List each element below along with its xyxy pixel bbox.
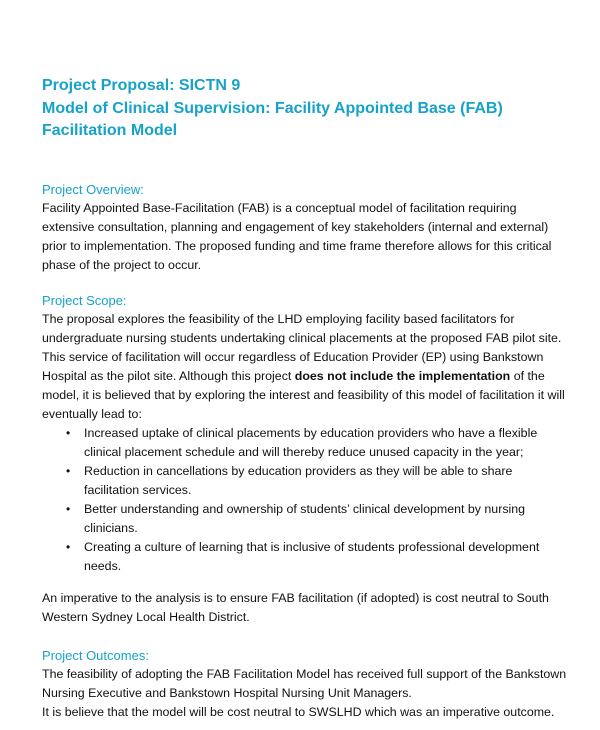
project-outcomes-heading: Project Outcomes: — [42, 648, 149, 663]
project-outcomes-text: The feasibility of adopting the FAB Facilitation Model has received full support of the Bankstown Nursing Executive and Bankstown Hospital Nursing Unit Managers. — [42, 667, 567, 700]
project-outcomes-section — [42, 646, 570, 722]
list-item-text: Increased uptake of clinical placements by education providers who have a flexible clinical placement schedule and will thereby reduce unused capacity in the year; — [84, 426, 538, 459]
bullet-icon: • — [66, 464, 71, 478]
document-subtitle: Model of Clinical Supervision: Facility Appointed Base (FAB) Facilitation Model — [42, 100, 503, 139]
list-item-text: Better understanding and ownership of students’ clinical development by nursing clinicians. — [84, 502, 526, 535]
document-title: Project Proposal: SICTN 9 — [42, 77, 241, 94]
project-scope-bold-phrase: does not include the implementation — [294, 369, 511, 383]
bullet-icon: • — [66, 426, 71, 440]
project-overview-section — [42, 180, 570, 275]
imperative-statement: An imperative to the analysis is to ensure FAB facilitation (if adopted) is cost neutral to South Western Sydney Local Health District. — [42, 591, 549, 624]
project-scope-section — [42, 291, 570, 627]
list-item-text: Creating a culture of learning that is inclusive of students professional development needs. — [84, 540, 540, 573]
project-outcomes-conclusion: It is believe that the model will be cost neutral to SWSLHD which was an imperative outcome. — [42, 705, 555, 719]
project-overview-heading: Project Overview: — [42, 182, 144, 197]
project-scope-heading: Project Scope: — [42, 293, 127, 308]
project-scope-text-end: of the model, it is believed that by exploring the interest and feasibility of this model of facilitation it will eventually lead to: — [42, 369, 565, 421]
bullet-icon: • — [66, 540, 71, 554]
project-scope-text — [42, 310, 570, 424]
list-item — [66, 538, 570, 576]
project-scope-text-start: The proposal explores the feasibility of the LHD employing facility based facilitators for undergraduate nursing students undertaking clinical placements at the proposed FAB pilot site. This service of facilitation will occur regardless of Education Provider (EP) using Bankstown Hospital as the pilot site. Although this project — [42, 312, 562, 383]
project-overview-text: Facility Appointed Base-Facilitation (FAB) is a conceptual model of facilitation requiring extensive consultation, planning and engagement of key stakeholders (internal and external) prior to implementation. The proposed funding and time frame therefore allows for this critical phase of the project to occur. — [42, 201, 552, 272]
bullet-icon: • — [66, 502, 71, 516]
list-item — [66, 462, 570, 500]
project-scope-bullet-list — [42, 424, 570, 576]
list-item — [66, 424, 570, 462]
list-item-text: Reduction in cancellations by education providers as they will be able to share facilitation services. — [84, 464, 513, 497]
list-item — [66, 500, 570, 538]
